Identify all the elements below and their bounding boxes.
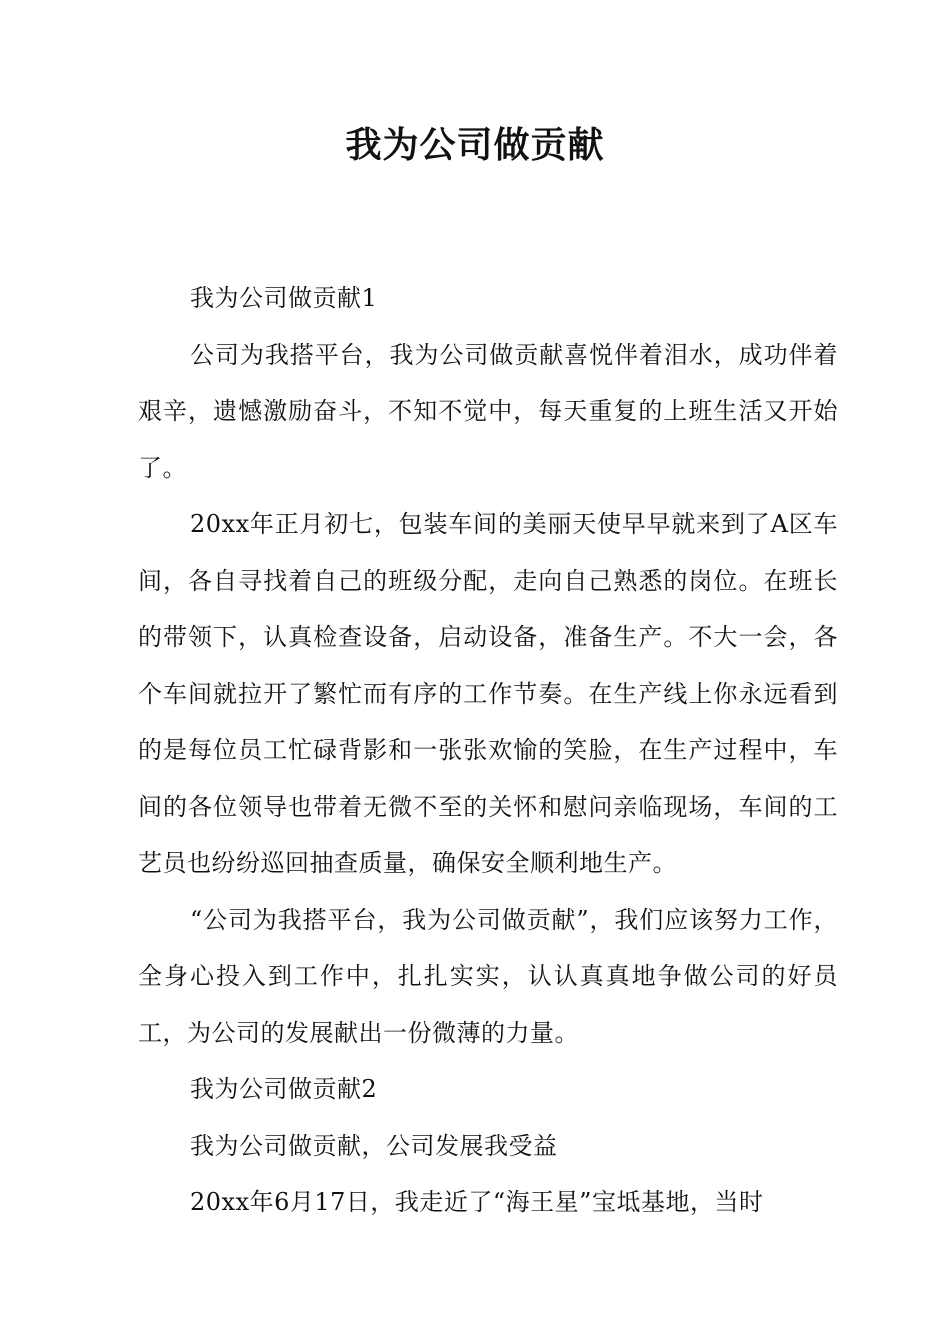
paragraph-subtitle: 我为公司做贡献，公司发展我受益 [190, 1131, 558, 1160]
document-title: 我为公司做贡献 [345, 125, 605, 167]
paragraph-arrival: 20xx年6月17日，我走近了“海王星”宝坻基地，当时 [190, 1188, 764, 1216]
section-heading-1: 我为公司做贡献1 [190, 284, 378, 312]
paragraph-intro: 公司为我搭平台，我为公司做贡献喜悦伴着泪水，成功伴着艰辛，遗憾激励奋斗，不知不觉中，每天重复的上班生活又开始了。 [138, 340, 838, 482]
paragraph-slogan: “公司为我搭平台，我为公司做贡献”，我们应该努力工作，全身心投入到工作中，扎扎实实，认认真真地争做公司的好员工，为公司的发展献出一份微薄的力量。 [138, 905, 838, 1047]
document-body [138, 270, 838, 1231]
paragraph-workshop: 20xx年正月初七，包装车间的美丽天使早早就来到了A区车间，各自寻找着自己的班级分配，走向自己熟悉的岗位。在班长的带领下，认真检查设备，启动设备，准备生产。不大一会，各个车间就拉开了繁忙而有序的工作节奏。在生产线上你永远看到的是每位员工忙碌背影和一张张欢愉的笑脸，在生产过程中，车间的各位领导也带着无微不至的关怀和慰问亲临现场，车间的工艺员也纷纷巡回抽查质量，确保安全顺利地生产。 [138, 510, 838, 877]
section-heading-2: 我为公司做贡献2 [190, 1075, 378, 1103]
